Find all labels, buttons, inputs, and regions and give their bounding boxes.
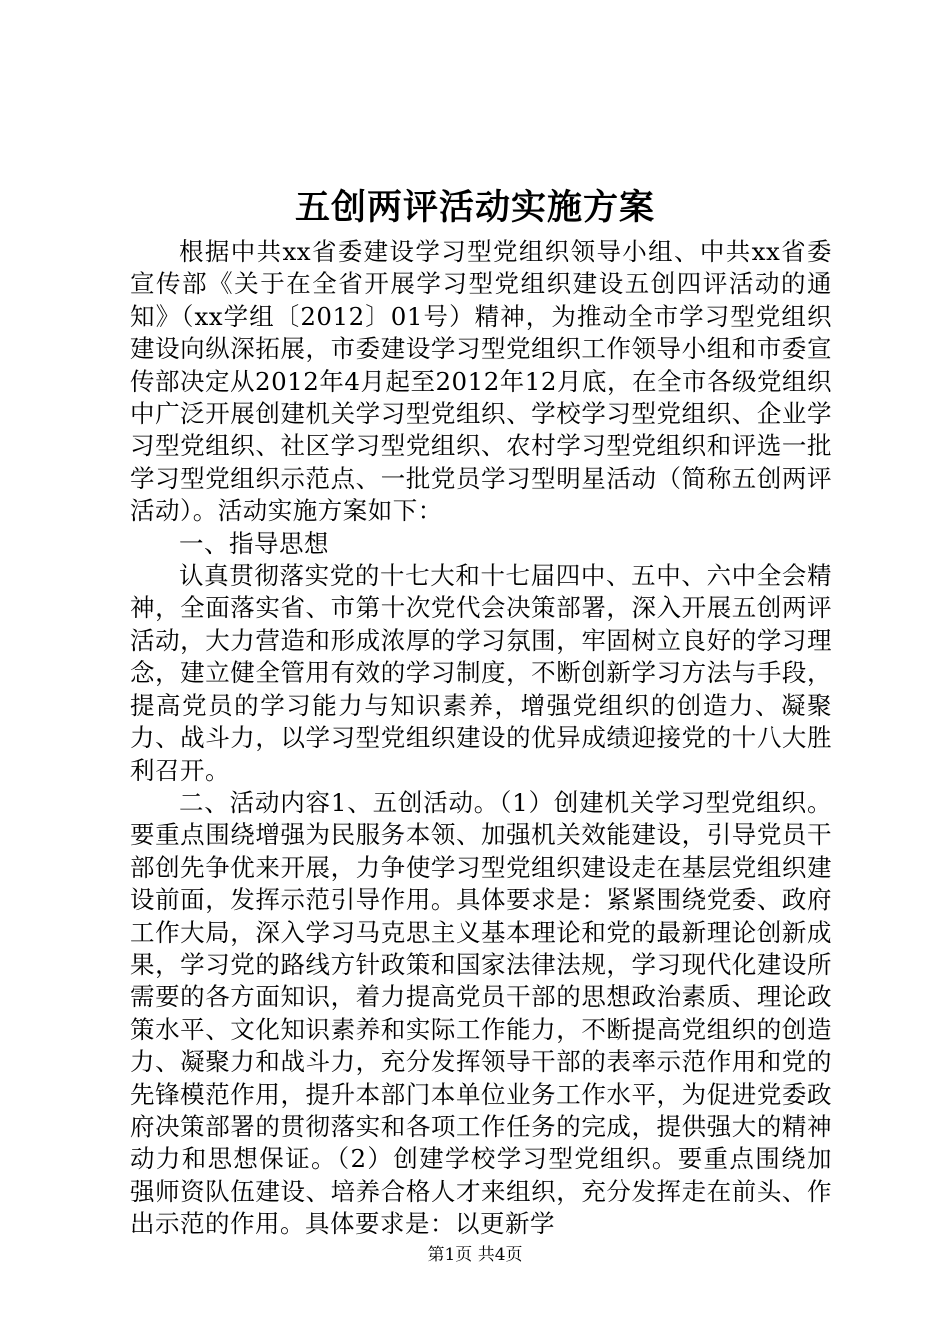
document-title: 五创两评活动实施方案 [294,187,655,228]
section-heading-guiding-ideology: 一、指导思想 [179,528,329,558]
page-number-footer: 第1页 共4页 [427,1245,523,1265]
activity-content-paragraph: 二、活动内容1、五创活动。（1）创建机关学习型党组织。要重点围绕增强为民服务本领、加强机关效能建设，引导党员干部创先争优来开展，力争使学习型党组织建设走在基层党组织建设前面，发挥示范引导作用。具体要求是：紧紧围绕党委、政府工作大局，深入学习马克思主义基本理论和党的最新理论创新成果，学习党的路线方针政策和国家法律法规，学习现代化建设所需要的各方面知识，着力提高党员干部的思想政治素质、理论政策水平、文化知识素养和实际工作能力，不断提高党组织的创造力、凝聚力和战斗力，充分发挥领导干部的表率示范作用和党的先锋模范作用，提升本部门本单位业务工作水平，为促进党委政府决策部署的贯彻落实和各项工作任务的完成，提供强大的精神动力和思想保证。（2）创建学校学习型党组织。要重点围绕加强师资队伍建设、培养合格人才来组织，充分发挥走在前头、作出示范的作用。具体要求是：以更新学 [130,787,832,1239]
intro-paragraph: 根据中共xx省委建设学习型党组织领导小组、中共xx省委宣传部《关于在全省开展学习型党组织建设五创四评活动的通知》（xx学组〔2012〕01号）精神，为推动全市学习型党组织建设向纵深拓展，市委建设学习型党组织工作领导小组和市委宣传部决定从2012年4月起至2012年12月底，在全市各级党组织中广泛开展创建机关学习型党组织、学校学习型党组织、企业学习型党组织、社区学习型党组织、农村学习型党组织和评选一批学习型党组织示范点、一批党员学习型明星活动（简称五创两评活动）。活动实施方案如下： [130,237,832,526]
document-body [130,236,832,1241]
guiding-ideology-paragraph: 认真贯彻落实党的十七大和十七届四中、五中、六中全会精神，全面落实省、市第十次党代会决策部署，深入开展五创两评活动，大力营造和形成浓厚的学习氛围，牢固树立良好的学习理念，建立健全管用有效的学习制度，不断创新学习方法与手段，提高党员的学习能力与知识素养，增强党组织的创造力、凝聚力、战斗力，以学习型党组织建设的优异成绩迎接党的十八大胜利召开。 [130,561,832,785]
